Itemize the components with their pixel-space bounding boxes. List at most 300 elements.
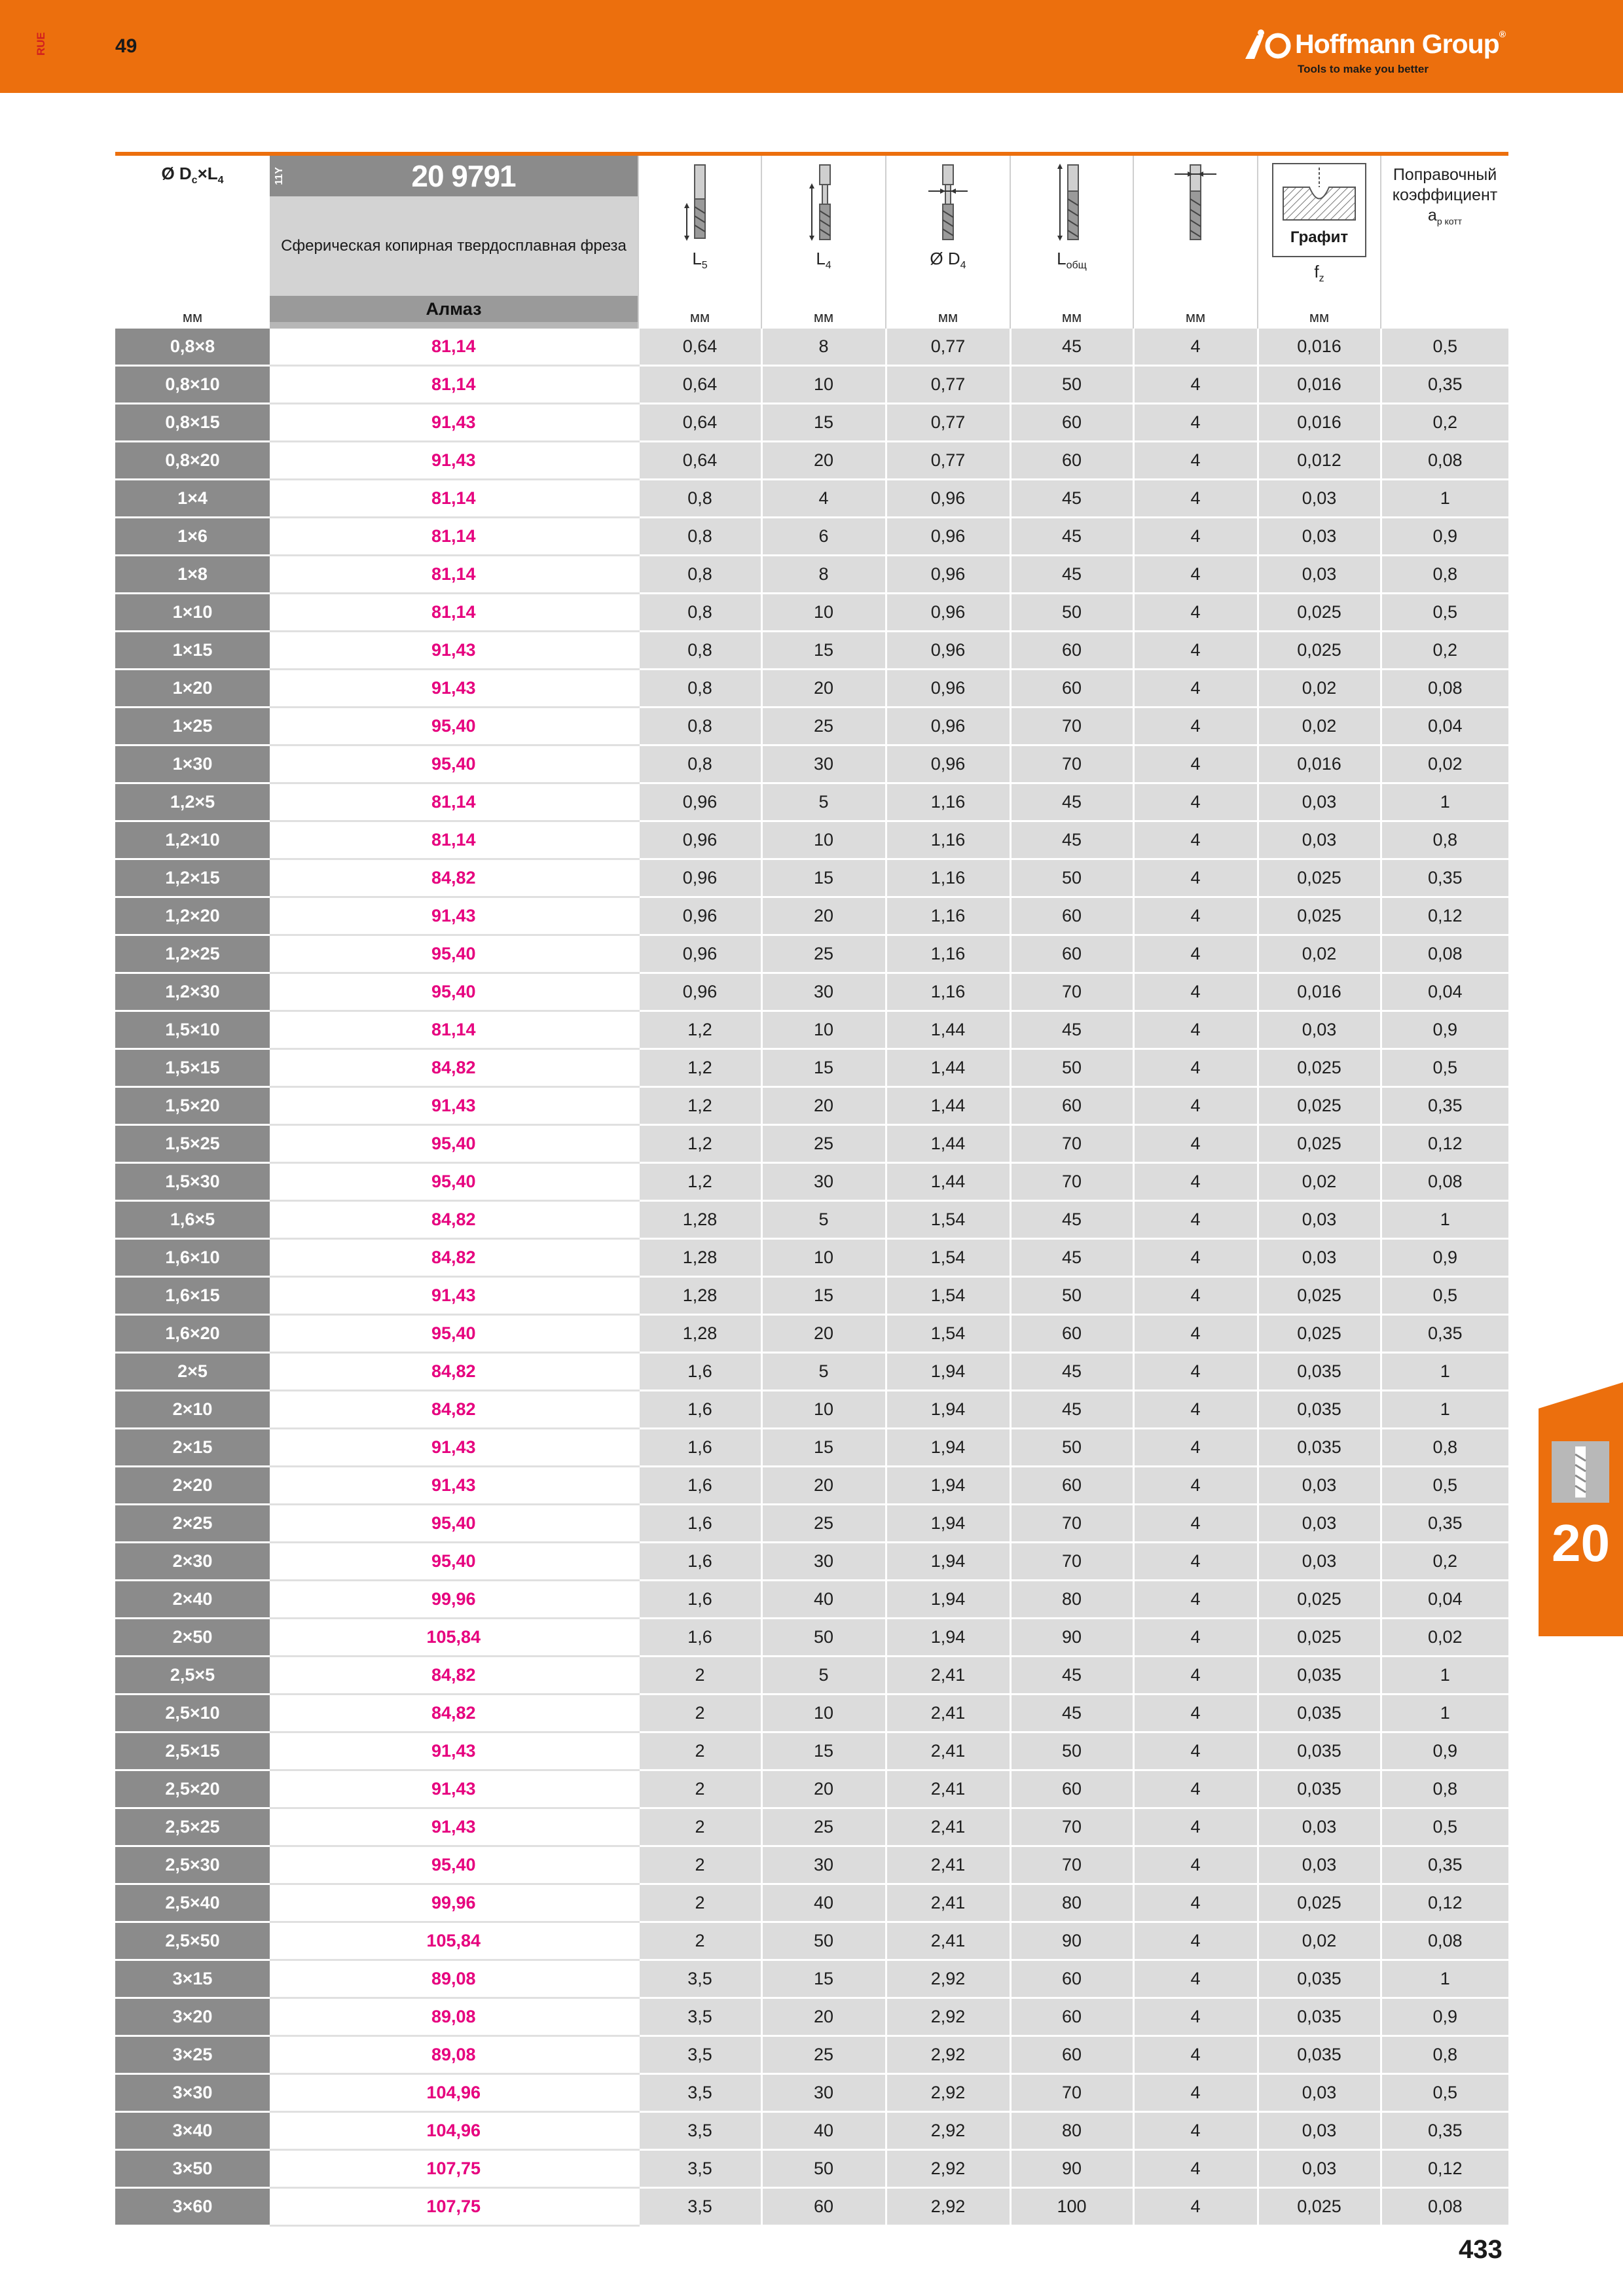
- fz-cell: 0,016: [1258, 329, 1381, 366]
- table-row[interactable]: [115, 1391, 1508, 1429]
- factor-cell: 0,8: [1381, 556, 1508, 594]
- d4-cell: 2,41: [886, 1808, 1010, 1846]
- table-row[interactable]: [115, 480, 1508, 518]
- d4-cell: 1,54: [886, 1201, 1010, 1239]
- l4-cell: 40: [761, 2112, 886, 2150]
- d4-cell: 0,96: [886, 670, 1010, 708]
- d4-cell: 2,41: [886, 1846, 1010, 1884]
- ltotal-cell: 60: [1010, 404, 1133, 442]
- price-cell[interactable]: 81,14: [270, 821, 638, 859]
- shank-diameter-icon: [1169, 161, 1222, 246]
- table-row[interactable]: [115, 518, 1508, 556]
- fz-cell: 0,03: [1258, 1505, 1381, 1543]
- column-header-l5: $L_5$ мм: [638, 156, 761, 329]
- l5-cell: 2: [638, 1770, 761, 1808]
- factor-cell: 0,04: [1381, 973, 1508, 1011]
- table-row[interactable]: [115, 1239, 1508, 1277]
- d4-cell: 1,44: [886, 1125, 1010, 1163]
- shank-cell: 4: [1133, 1695, 1258, 1732]
- size-cell: 1,6×5: [115, 1201, 270, 1239]
- price-cell[interactable]: 84,82: [270, 1657, 638, 1695]
- table-row[interactable]: [115, 1732, 1508, 1770]
- ltotal-cell: 50: [1010, 1429, 1133, 1467]
- d4-cell: 0,77: [886, 442, 1010, 480]
- d4-cell: 1,44: [886, 1011, 1010, 1049]
- product-number[interactable]: 20 9791: [411, 159, 516, 193]
- table-row[interactable]: [115, 2188, 1508, 2226]
- table-row[interactable]: [115, 1619, 1508, 1657]
- price-cell[interactable]: 91,43: [270, 632, 638, 670]
- factor-cell: 1: [1381, 1657, 1508, 1695]
- fz-cell: 0,035: [1258, 1998, 1381, 2036]
- l4-cell: 15: [761, 859, 886, 897]
- ltotal-cell: 70: [1010, 745, 1133, 783]
- price-cell[interactable]: 81,14: [270, 783, 638, 821]
- table-row[interactable]: [115, 1543, 1508, 1581]
- shank-cell: 4: [1133, 973, 1258, 1011]
- table-row[interactable]: [115, 2074, 1508, 2112]
- ltotal-cell: 70: [1010, 2074, 1133, 2112]
- price-cell[interactable]: 91,43: [270, 1277, 638, 1315]
- size-cell: 1,2×10: [115, 821, 270, 859]
- d4-cell: 1,94: [886, 1467, 1010, 1505]
- ltotal-cell: 70: [1010, 973, 1133, 1011]
- fz-cell: 0,025: [1258, 1049, 1381, 1087]
- size-cell: 2×25: [115, 1505, 270, 1543]
- fz-cell: 0,035: [1258, 1657, 1381, 1695]
- ltotal-cell: 45: [1010, 783, 1133, 821]
- l5-cell: 0,8: [638, 480, 761, 518]
- ltotal-cell: 70: [1010, 1846, 1133, 1884]
- fz-cell: 0,025: [1258, 897, 1381, 935]
- l5-cell: 0,96: [638, 973, 761, 1011]
- price-cell[interactable]: 81,14: [270, 594, 638, 632]
- table-row[interactable]: [115, 1201, 1508, 1239]
- table-row[interactable]: [115, 366, 1508, 404]
- unit-shank: мм: [1185, 309, 1206, 325]
- d4-cell: 2,92: [886, 2074, 1010, 2112]
- l5-cell: 0,8: [638, 594, 761, 632]
- table-row[interactable]: [115, 594, 1508, 632]
- l4-cell: 30: [761, 1543, 886, 1581]
- table-row[interactable]: [115, 708, 1508, 745]
- chapter-side-tab[interactable]: [1539, 1382, 1623, 1636]
- fz-cell: 0,03: [1258, 1846, 1381, 1884]
- l4-cell: 8: [761, 329, 886, 366]
- hoffmann-logo-icon: [1244, 29, 1296, 62]
- fz-cell: 0,035: [1258, 2036, 1381, 2074]
- fz-cell: 0,02: [1258, 1163, 1381, 1201]
- table-body: [115, 329, 1508, 2226]
- l4-cell: 15: [761, 632, 886, 670]
- l5-cell: 1,6: [638, 1581, 761, 1619]
- shank-cell: 4: [1133, 1201, 1258, 1239]
- shank-cell: 4: [1133, 1543, 1258, 1581]
- l5-cell: 0,96: [638, 859, 761, 897]
- l5-cell: 0,8: [638, 518, 761, 556]
- ltotal-cell: 70: [1010, 1163, 1133, 1201]
- l5-cell: 3,5: [638, 2036, 761, 2074]
- l5-cell: 2: [638, 1922, 761, 1960]
- fz-cell: 0,035: [1258, 1353, 1381, 1391]
- shank-cell: 4: [1133, 518, 1258, 556]
- price-cell[interactable]: 99,96: [270, 1581, 638, 1619]
- table-row[interactable]: [115, 1846, 1508, 1884]
- factor-cell: 0,35: [1381, 1087, 1508, 1125]
- price-cell[interactable]: 84,82: [270, 1201, 638, 1239]
- l4-cell: 25: [761, 935, 886, 973]
- factor-cell: 0,9: [1381, 1011, 1508, 1049]
- price-cell[interactable]: 81,14: [270, 366, 638, 404]
- size-cell: 1×10: [115, 594, 270, 632]
- size-cell: 0,8×10: [115, 366, 270, 404]
- size-cell: 3×30: [115, 2074, 270, 2112]
- fz-cell: 0,035: [1258, 1732, 1381, 1770]
- shank-cell: 4: [1133, 859, 1258, 897]
- size-cell: 2×50: [115, 1619, 270, 1657]
- d4-cell: 0,96: [886, 745, 1010, 783]
- price-cell[interactable]: 91,43: [270, 1770, 638, 1808]
- table-row[interactable]: [115, 1505, 1508, 1543]
- l4-cell: 10: [761, 1391, 886, 1429]
- factor-cell: 0,9: [1381, 1998, 1508, 2036]
- fz-cell: 0,025: [1258, 2188, 1381, 2226]
- ltotal-cell: 45: [1010, 1011, 1133, 1049]
- table-row[interactable]: [115, 1808, 1508, 1846]
- table-row[interactable]: [115, 1049, 1508, 1087]
- factor-cell: 0,35: [1381, 1846, 1508, 1884]
- factor-cell: 1: [1381, 480, 1508, 518]
- d4-cell: 1,16: [886, 973, 1010, 1011]
- ltotal-cell: 60: [1010, 935, 1133, 973]
- size-cell: 2,5×40: [115, 1884, 270, 1922]
- table-row[interactable]: [115, 1581, 1508, 1619]
- l4-cell: 30: [761, 745, 886, 783]
- size-cell: 1,2×30: [115, 973, 270, 1011]
- fz-cell: 0,03: [1258, 2150, 1381, 2188]
- size-cell: 2,5×20: [115, 1770, 270, 1808]
- price-cell[interactable]: 95,40: [270, 1846, 638, 1884]
- fz-cell: 0,03: [1258, 2074, 1381, 2112]
- d4-cell: 2,41: [886, 1922, 1010, 1960]
- size-cell: 2×5: [115, 1353, 270, 1391]
- price-cell[interactable]: 84,82: [270, 1049, 638, 1087]
- shank-cell: 4: [1133, 2150, 1258, 2188]
- fz-cell: 0,012: [1258, 442, 1381, 480]
- table-row[interactable]: [115, 897, 1508, 935]
- ltotal-cell: 60: [1010, 632, 1133, 670]
- table-row[interactable]: [115, 1353, 1508, 1391]
- l5-cell: 0,96: [638, 935, 761, 973]
- price-cell[interactable]: 107,75: [270, 2188, 638, 2226]
- d4-cell: 1,94: [886, 1543, 1010, 1581]
- d4-cell: 2,41: [886, 1732, 1010, 1770]
- l4-cell: 30: [761, 973, 886, 1011]
- table-row[interactable]: [115, 2150, 1508, 2188]
- size-cell: 1,6×20: [115, 1315, 270, 1353]
- size-cell: 2,5×30: [115, 1846, 270, 1884]
- table-row[interactable]: [115, 745, 1508, 783]
- d4-cell: 2,41: [886, 1884, 1010, 1922]
- d4-cell: 0,77: [886, 366, 1010, 404]
- table-row[interactable]: [115, 632, 1508, 670]
- factor-cell: 1: [1381, 1695, 1508, 1732]
- table-row[interactable]: [115, 973, 1508, 1011]
- size-cell: 2,5×15: [115, 1732, 270, 1770]
- brand-logo[interactable]: [1244, 26, 1519, 79]
- price-cell[interactable]: 104,96: [270, 2074, 638, 2112]
- neck-length-L4-icon: [804, 161, 843, 246]
- table-row[interactable]: [115, 2112, 1508, 2150]
- product-grade: Алмаз: [270, 296, 638, 322]
- ltotal-cell: 60: [1010, 1770, 1133, 1808]
- shank-cell: 4: [1133, 2188, 1258, 2226]
- table-row[interactable]: [115, 935, 1508, 973]
- shank-cell: 4: [1133, 480, 1258, 518]
- fz-cell: 0,03: [1258, 556, 1381, 594]
- ltotal-cell: 90: [1010, 1922, 1133, 1960]
- l4-cell: 15: [761, 1429, 886, 1467]
- l4-cell: 30: [761, 2074, 886, 2112]
- table-row[interactable]: [115, 1467, 1508, 1505]
- price-cell[interactable]: 95,40: [270, 973, 638, 1011]
- table-row[interactable]: [115, 1125, 1508, 1163]
- table-row[interactable]: [115, 1960, 1508, 1998]
- fz-cell: 0,02: [1258, 935, 1381, 973]
- fz-cell: 0,025: [1258, 1315, 1381, 1353]
- factor-cell: 1: [1381, 1391, 1508, 1429]
- shank-cell: 4: [1133, 1581, 1258, 1619]
- table-row[interactable]: [115, 670, 1508, 708]
- fz-cell: 0,016: [1258, 973, 1381, 1011]
- page-number: 433: [1459, 2235, 1503, 2264]
- size-cell: 2×30: [115, 1543, 270, 1581]
- price-cell[interactable]: 81,14: [270, 556, 638, 594]
- table-row[interactable]: [115, 859, 1508, 897]
- shank-cell: 4: [1133, 556, 1258, 594]
- table-row[interactable]: [115, 1429, 1508, 1467]
- price-cell[interactable]: 84,82: [270, 1695, 638, 1732]
- d4-cell: 0,77: [886, 404, 1010, 442]
- table-row[interactable]: [115, 821, 1508, 859]
- factor-cell: 0,5: [1381, 2074, 1508, 2112]
- unit-d4: мм: [938, 309, 958, 325]
- l4-cell: 5: [761, 1353, 886, 1391]
- size-cell: 0,8×20: [115, 442, 270, 480]
- price-cell[interactable]: 107,75: [270, 2150, 638, 2188]
- price-cell[interactable]: 99,96: [270, 1884, 638, 1922]
- d4-cell: 1,94: [886, 1505, 1010, 1543]
- shank-cell: 4: [1133, 2036, 1258, 2074]
- l4-cell: 10: [761, 1011, 886, 1049]
- l4-cell: 30: [761, 1163, 886, 1201]
- price-cell[interactable]: 91,43: [270, 1467, 638, 1505]
- brand-name: Hoffmann Group®: [1295, 29, 1506, 59]
- l5-cell: 0,8: [638, 708, 761, 745]
- price-cell[interactable]: 95,40: [270, 1315, 638, 1353]
- table-row[interactable]: [115, 1163, 1508, 1201]
- table-row[interactable]: [115, 1087, 1508, 1125]
- factor-cell: 0,08: [1381, 2188, 1508, 2226]
- price-cell[interactable]: 89,08: [270, 2036, 638, 2074]
- table-row[interactable]: [115, 2036, 1508, 2074]
- factor-cell: 0,8: [1381, 1770, 1508, 1808]
- shank-cell: 4: [1133, 1277, 1258, 1315]
- table-row[interactable]: [115, 556, 1508, 594]
- price-cell[interactable]: 81,14: [270, 329, 638, 366]
- factor-cell: 0,2: [1381, 1543, 1508, 1581]
- l4-cell: 40: [761, 1884, 886, 1922]
- d4-cell: 2,92: [886, 2036, 1010, 2074]
- d4-cell: 0,96: [886, 556, 1010, 594]
- d4-cell: 1,94: [886, 1429, 1010, 1467]
- table-row[interactable]: [115, 783, 1508, 821]
- shank-cell: 4: [1133, 404, 1258, 442]
- ltotal-cell: 80: [1010, 2112, 1133, 2150]
- product-spec-table: [115, 152, 1508, 2227]
- fz-cell: 0,035: [1258, 1695, 1381, 1732]
- l5-cell: 2: [638, 1695, 761, 1732]
- price-cell[interactable]: 89,08: [270, 1960, 638, 1998]
- ltotal-cell: 100: [1010, 2188, 1133, 2226]
- price-cell[interactable]: 104,96: [270, 2112, 638, 2150]
- ltotal-cell: 90: [1010, 2150, 1133, 2188]
- l4-cell: 25: [761, 1808, 886, 1846]
- ltotal-cell: 60: [1010, 1998, 1133, 2036]
- price-cell[interactable]: 95,40: [270, 1505, 638, 1543]
- ltotal-cell: 70: [1010, 1808, 1133, 1846]
- table-row[interactable]: [115, 1277, 1508, 1315]
- d4-cell: 0,96: [886, 518, 1010, 556]
- fz-cell: 0,035: [1258, 1429, 1381, 1467]
- price-cell[interactable]: 91,43: [270, 1087, 638, 1125]
- shank-cell: 4: [1133, 1732, 1258, 1770]
- l5-cell: 1,6: [638, 1353, 761, 1391]
- table-row[interactable]: [115, 1922, 1508, 1960]
- price-cell[interactable]: 89,08: [270, 1998, 638, 2036]
- l4-cell: 20: [761, 1998, 886, 2036]
- table-row[interactable]: [115, 1695, 1508, 1732]
- fz-cell: 0,03: [1258, 1011, 1381, 1049]
- price-cell[interactable]: 81,14: [270, 1011, 638, 1049]
- d4-cell: 1,54: [886, 1315, 1010, 1353]
- l5-cell: 1,6: [638, 1505, 761, 1543]
- l4-cell: 50: [761, 1619, 886, 1657]
- shank-cell: 4: [1133, 1846, 1258, 1884]
- table-row[interactable]: [115, 1770, 1508, 1808]
- l4-cell: 20: [761, 1087, 886, 1125]
- d4-cell: 2,92: [886, 2188, 1010, 2226]
- size-cell: 2×15: [115, 1429, 270, 1467]
- shank-cell: 4: [1133, 1884, 1258, 1922]
- price-cell[interactable]: 81,14: [270, 480, 638, 518]
- ltotal-cell: 45: [1010, 1391, 1133, 1429]
- fz-cell: 0,025: [1258, 1125, 1381, 1163]
- l5-cell: 1,28: [638, 1277, 761, 1315]
- table-row[interactable]: [115, 404, 1508, 442]
- price-cell[interactable]: 84,82: [270, 1353, 638, 1391]
- l5-cell: 1,28: [638, 1239, 761, 1277]
- l5-cell: 2: [638, 1884, 761, 1922]
- price-cell[interactable]: 91,43: [270, 404, 638, 442]
- price-cell[interactable]: 91,43: [270, 897, 638, 935]
- l5-cell: 0,64: [638, 366, 761, 404]
- price-cell[interactable]: 84,82: [270, 859, 638, 897]
- size-cell: 3×40: [115, 2112, 270, 2150]
- price-cell[interactable]: 91,43: [270, 1732, 638, 1770]
- l4-cell: 20: [761, 897, 886, 935]
- shank-cell: 4: [1133, 1922, 1258, 1960]
- price-cell[interactable]: 95,40: [270, 1125, 638, 1163]
- l5-cell: 3,5: [638, 2112, 761, 2150]
- price-cell[interactable]: 95,40: [270, 935, 638, 973]
- fz-cell: 0,02: [1258, 670, 1381, 708]
- factor-cell: 0,8: [1381, 2036, 1508, 2074]
- price-cell[interactable]: 95,40: [270, 745, 638, 783]
- fz-cell: 0,03: [1258, 783, 1381, 821]
- price-cell[interactable]: 91,43: [270, 1429, 638, 1467]
- drill-bit-icon: [1575, 1446, 1586, 1498]
- ltotal-cell: 50: [1010, 366, 1133, 404]
- size-cell: 2,5×50: [115, 1922, 270, 1960]
- price-cell[interactable]: 84,82: [270, 1239, 638, 1277]
- table-row[interactable]: [115, 442, 1508, 480]
- size-cell: 2×40: [115, 1581, 270, 1619]
- ltotal-cell: 60: [1010, 670, 1133, 708]
- factor-cell: 0,04: [1381, 708, 1508, 745]
- factor-cell: 0,9: [1381, 518, 1508, 556]
- size-cell: 1,2×5: [115, 783, 270, 821]
- price-cell[interactable]: 81,14: [270, 518, 638, 556]
- ltotal-cell: 60: [1010, 1087, 1133, 1125]
- price-cell[interactable]: 95,40: [270, 708, 638, 745]
- fz-cell: 0,03: [1258, 821, 1381, 859]
- table-row[interactable]: [115, 1657, 1508, 1695]
- ltotal-cell: 45: [1010, 1239, 1133, 1277]
- table-row[interactable]: [115, 329, 1508, 366]
- fz-cell: 0,03: [1258, 518, 1381, 556]
- factor-cell: 0,2: [1381, 404, 1508, 442]
- column-header-fz: Графит $f_z$ мм: [1258, 156, 1381, 329]
- table-row[interactable]: [115, 1011, 1508, 1049]
- fz-cell: 0,02: [1258, 708, 1381, 745]
- fz-cell: 0,03: [1258, 480, 1381, 518]
- fz-cell: 0,016: [1258, 745, 1381, 783]
- shank-cell: 4: [1133, 1353, 1258, 1391]
- price-cell[interactable]: 105,84: [270, 1922, 638, 1960]
- price-cell[interactable]: 95,40: [270, 1543, 638, 1581]
- fz-cell: 0,03: [1258, 1239, 1381, 1277]
- table-row[interactable]: [115, 1315, 1508, 1353]
- table-row[interactable]: [115, 1884, 1508, 1922]
- shank-cell: 4: [1133, 2074, 1258, 2112]
- shank-cell: 4: [1133, 897, 1258, 935]
- l4-cell: 20: [761, 442, 886, 480]
- d4-cell: 2,41: [886, 1695, 1010, 1732]
- price-cell[interactable]: 91,43: [270, 442, 638, 480]
- table-row[interactable]: [115, 1998, 1508, 2036]
- price-cell[interactable]: 84,82: [270, 1391, 638, 1429]
- brand-tagline: Tools to make you better: [1298, 63, 1429, 75]
- d4-cell: 2,92: [886, 2112, 1010, 2150]
- price-cell[interactable]: 91,43: [270, 670, 638, 708]
- price-cell[interactable]: 95,40: [270, 1163, 638, 1201]
- price-cell[interactable]: 91,43: [270, 1808, 638, 1846]
- neck-diameter-D4-icon: [922, 161, 974, 246]
- price-cell[interactable]: 105,84: [270, 1619, 638, 1657]
- l5-cell: 3,5: [638, 1960, 761, 1998]
- factor-cell: 0,35: [1381, 1505, 1508, 1543]
